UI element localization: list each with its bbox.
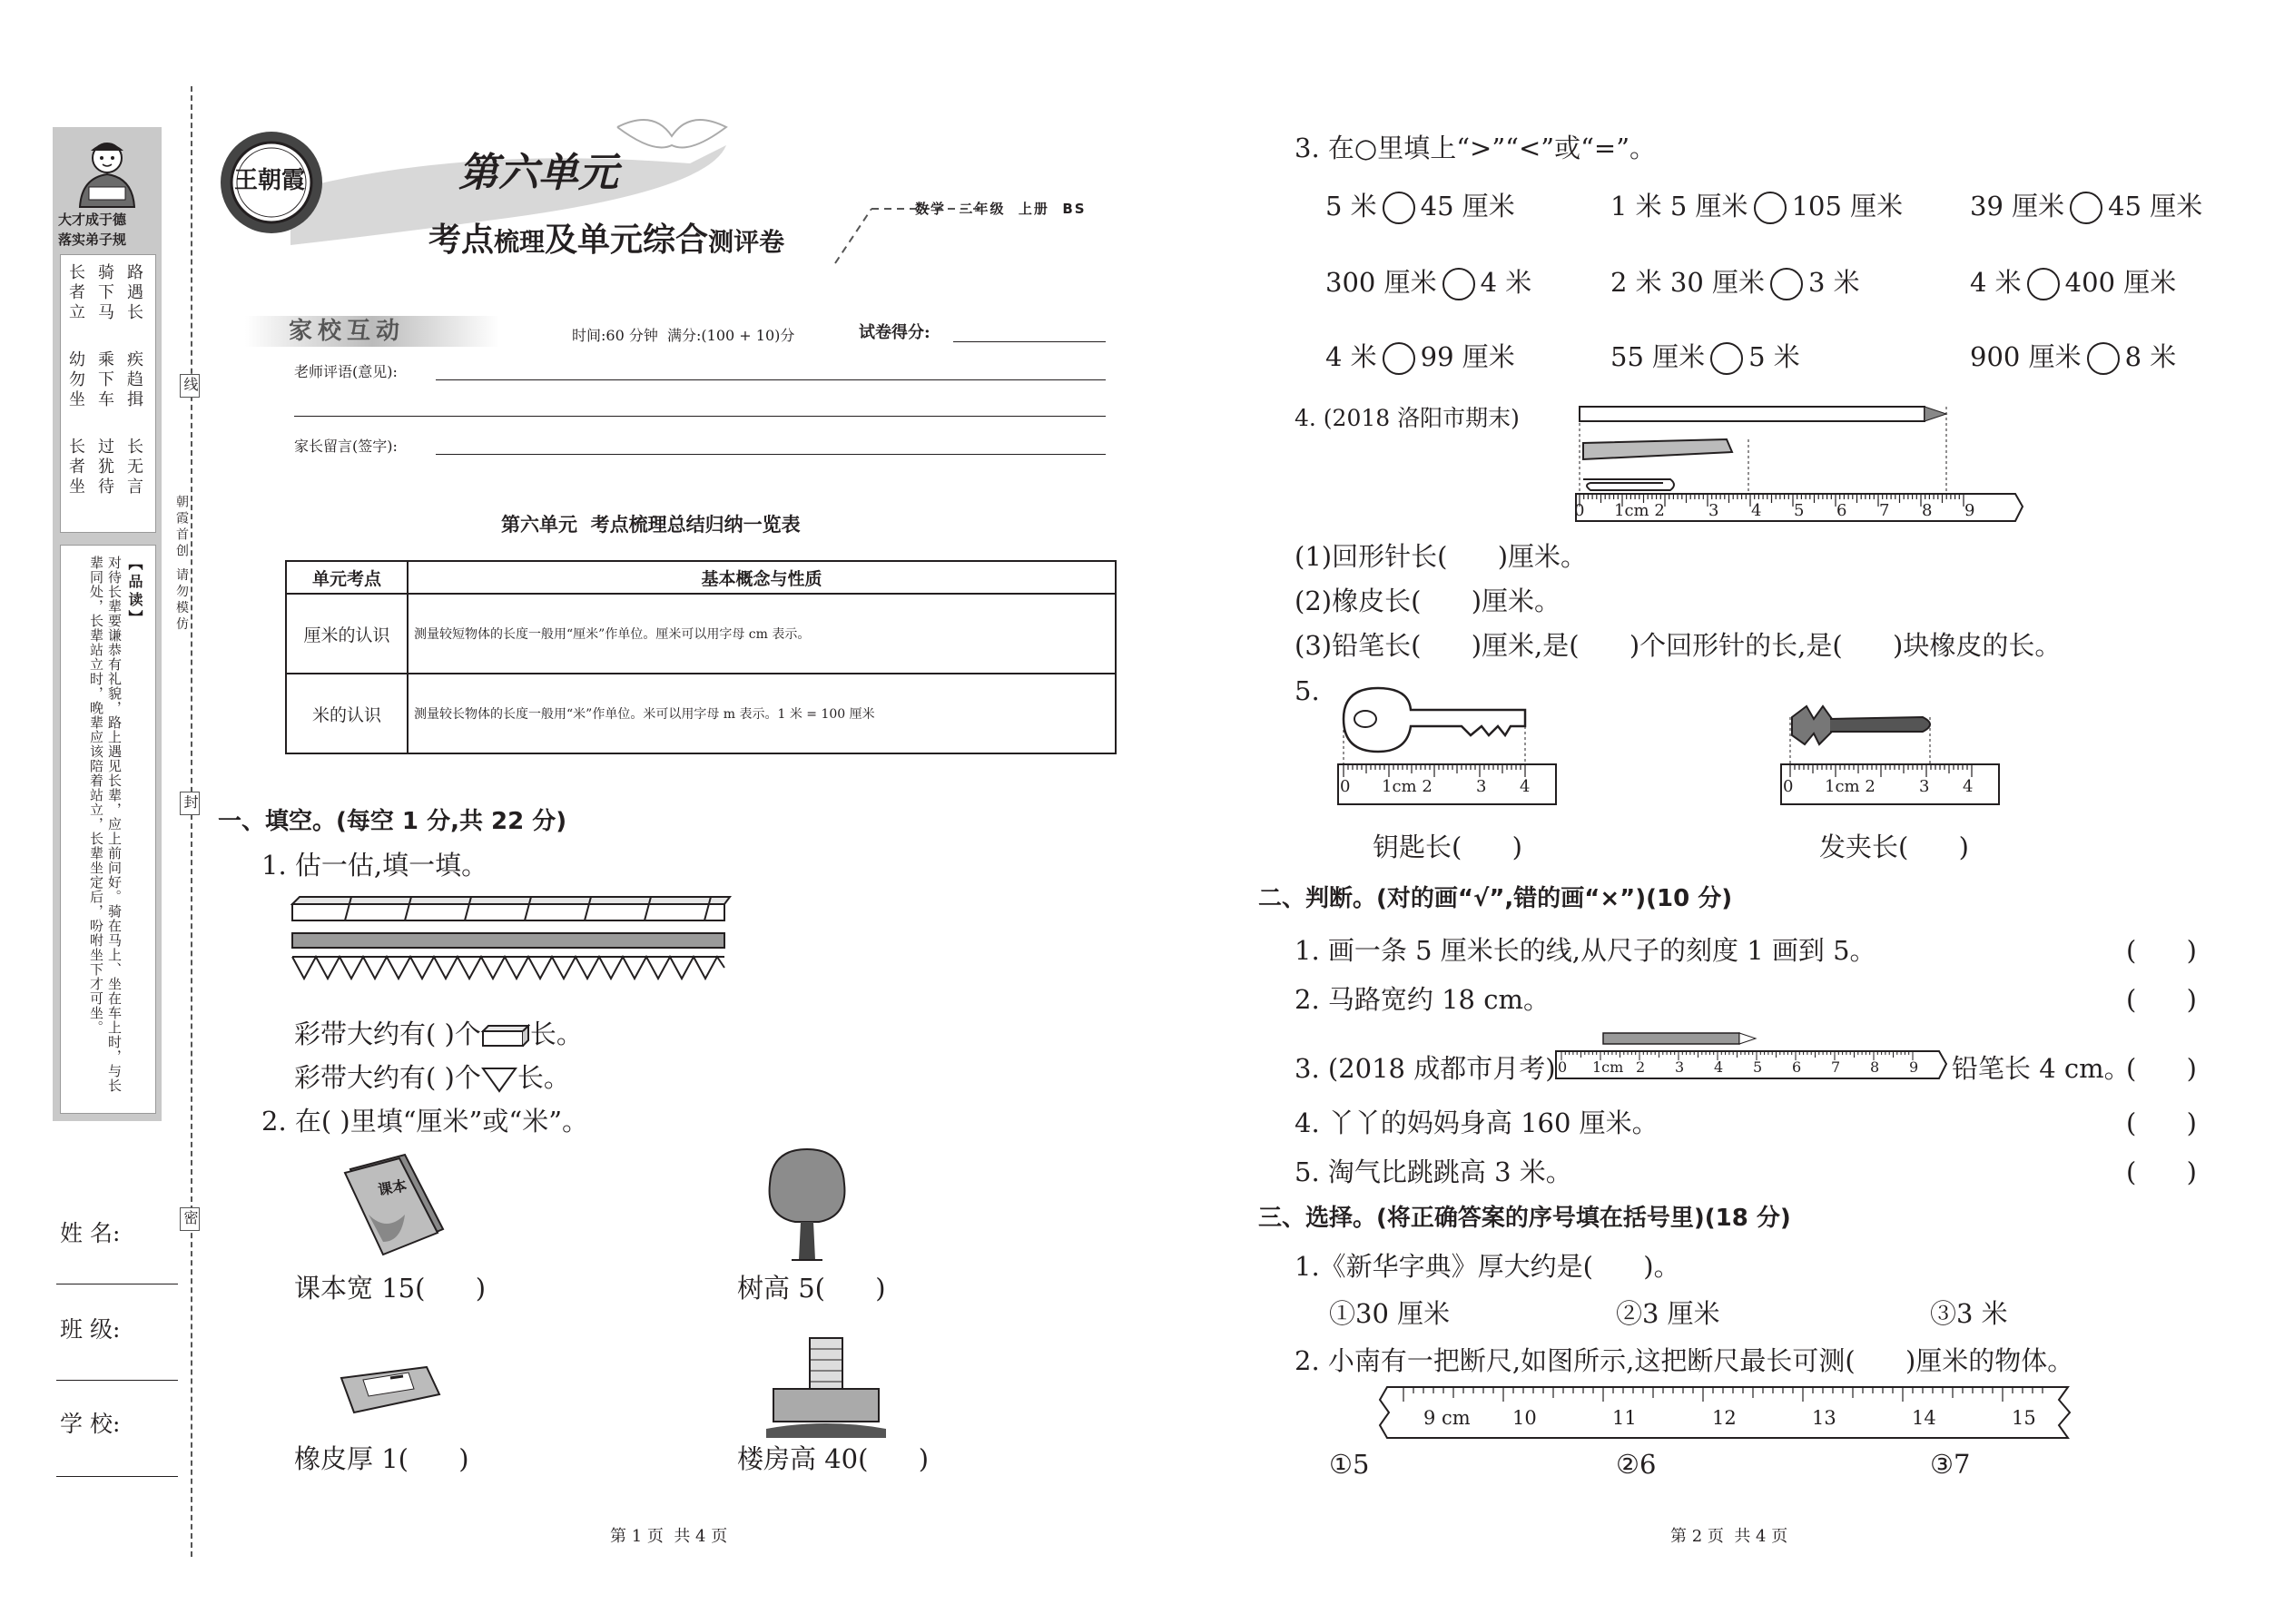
compare-item [1610, 191, 1903, 224]
subject-meta: 数学 二年级 上册 BS [915, 201, 1087, 217]
verse: 长者立 [66, 263, 85, 323]
compare-circle[interactable] [1770, 268, 1803, 300]
judge-answer-2[interactable]: ( ) [2126, 984, 2197, 1015]
table-cell-desc: 测量较长物体的长度一般用“米”作单位。米可以用字母 m 表示。1 米 = 100 厘米 [408, 674, 1116, 753]
ruler-label: 7 [1831, 1058, 1841, 1076]
teacher-comment-label: 老师评语(意见): [294, 363, 398, 380]
verse: 长无言 [124, 438, 143, 497]
tree-icon [764, 1146, 850, 1264]
butterfly-hair-clip-icon [1792, 706, 1832, 744]
ruler-label: 4 [1963, 777, 1974, 796]
q4-line-2: (2)橡皮长( )厘米。 [1295, 586, 1561, 616]
item-textbook: 课本宽 15( ) [294, 1273, 487, 1304]
ruler-label: 0 [1783, 777, 1794, 796]
judge-1: 1. 画一条 5 厘米长的线,从尺子的刻度 1 画到 5。 [1295, 935, 1876, 966]
cut-line [191, 86, 192, 1557]
item-tree: 树高 5( ) [737, 1273, 886, 1304]
fold-mark-3: 密 [180, 1207, 200, 1231]
table-header: 单元考点 [286, 561, 408, 594]
subtitle-part: 及 [545, 221, 578, 259]
broken-ruler-labels [1376, 1407, 2075, 1432]
subtitle-part: 梳理 [494, 227, 546, 257]
class-field-label: 班 级: [60, 1316, 121, 1343]
ribbon-blocks [292, 897, 730, 920]
summary-table [285, 560, 1117, 754]
fold-mark-1: 线 [180, 374, 200, 398]
judge-answer-5[interactable]: ( ) [2126, 1156, 2197, 1187]
subtitle-part: 单元综合 [577, 221, 709, 259]
ruler-label: 13 [1812, 1407, 1836, 1429]
ruler-label: 5 [1753, 1058, 1763, 1076]
choice-1-opt-c[interactable]: ③3 米 [1930, 1298, 2008, 1329]
q5-text: 5. [1295, 675, 1320, 706]
time-score: 时间:60 分钟 满分:(100 + 10)分 [572, 327, 795, 344]
q1-line1-text: 彩带大约有( )个 [294, 1019, 481, 1049]
compare-right: 105 厘米 [1791, 191, 1904, 221]
school-field-label: 学 校: [60, 1411, 121, 1437]
fold-mark-2: 封 [180, 792, 200, 815]
ruler-label: 11 [1612, 1407, 1637, 1429]
exam-subtitle [428, 214, 784, 261]
section2-title: 二、判断。(对的画“√”,错的画“×”)(10 分) [1258, 885, 1733, 912]
ruler-label: 14 [1912, 1407, 1936, 1429]
key-length-label: 钥匙长( ) [1373, 832, 1522, 862]
ruler-labels-q4 [1572, 501, 2026, 525]
ruler-label: 1cm 2 [1382, 777, 1433, 796]
compare-right: 8 米 [2124, 341, 2177, 372]
compare-item [1325, 341, 1515, 375]
q3-text: 3. 在○里填上“>”“<”或“=”。 [1295, 133, 1657, 163]
table-cell-topic: 厘米的认识 [286, 594, 408, 674]
compare-circle[interactable] [2087, 342, 2120, 375]
page-footer-right: 第 2 页 共 4 页 [1670, 1527, 1788, 1546]
scholar-figure-icon [64, 134, 151, 209]
textbook-label: 课本 [376, 1176, 409, 1199]
choice-2: 2. 小南有一把断尺,如图所示,这把断尺最长可测( )厘米的物体。 [1295, 1345, 2074, 1376]
parent-comment-label: 家长留言(签字): [294, 438, 398, 455]
compare-left: 4 米 [1325, 341, 1377, 372]
table-header-row [286, 561, 1116, 594]
ruler-label: 15 [2012, 1407, 2036, 1429]
ruler-label: 1cm [1592, 1058, 1624, 1076]
compare-right: 4 米 [1480, 267, 1532, 298]
building-icon [763, 1334, 890, 1442]
verse: 乘下车 [95, 350, 114, 410]
ruler-label: 8 [1922, 501, 1933, 520]
item-building: 楼房高 40( ) [737, 1443, 930, 1474]
compare-grid [1325, 191, 2233, 381]
summary-title: 第六单元 考点梳理总结归纳一览表 [501, 513, 801, 536]
score-label: 试卷得分: [859, 323, 930, 342]
compare-right: 45 厘米 [1420, 191, 1515, 221]
eraser-figure-icon [1583, 439, 1732, 459]
reading-text: 对待长辈要谦恭有礼貌，路上遇见长辈，应上前问好。骑在马上、坐在车上时，与长辈同处，长辈站立时，晚辈应该陪着站立，长辈坐定后，吩咐坐下才可坐。 [88, 556, 123, 1093]
q1-line2-text: 彩带大约有( )个 [294, 1062, 481, 1093]
item-eraser: 橡皮厚 1( ) [294, 1443, 469, 1474]
compare-left: 5 米 [1325, 191, 1377, 221]
textbook-icon [341, 1151, 450, 1258]
triangle-unit-icon [481, 1066, 517, 1093]
compare-circle[interactable] [1710, 342, 1743, 375]
ruler-label: 7 [1879, 501, 1890, 520]
ruler-label: 0 [1558, 1058, 1568, 1076]
ruler-label: 6 [1792, 1058, 1802, 1076]
ribbon-figure [290, 895, 732, 991]
compare-left: 900 厘米 [1970, 341, 2082, 372]
subtitle-part: 考点 [428, 221, 495, 259]
ruler-label: 9 [1964, 501, 1975, 520]
compare-right: 45 厘米 [2108, 191, 2203, 221]
ruler-label: 6 [1836, 501, 1847, 520]
table-row [286, 674, 1116, 753]
sidebar-motto-bottom: 落实弟子规 [58, 231, 127, 248]
q1-text: 1. 估一估,填一填。 [261, 850, 488, 881]
choice-1-opt-a[interactable]: ①30 厘米 [1329, 1298, 1451, 1329]
judge-answer-4[interactable]: ( ) [2126, 1107, 2197, 1138]
compare-right: 99 厘米 [1420, 341, 1515, 372]
home-school-title: 家校互动 [289, 318, 406, 345]
judge-answer-1[interactable]: ( ) [2126, 935, 2197, 966]
q4-text: 4. (2018 洛阳市期末) [1295, 405, 1520, 431]
school-field-line[interactable] [56, 1476, 178, 1477]
eraser-icon [336, 1362, 443, 1418]
verse: 长者坐 [66, 438, 85, 497]
verse: 路遇长 [124, 263, 143, 323]
compare-item [1970, 341, 2176, 375]
ruler-label: 3 [1708, 501, 1719, 520]
choice-2-opt-b[interactable]: ②6 [1616, 1449, 1657, 1480]
compare-circle[interactable] [1383, 192, 1415, 224]
q2-text: 2. 在( )里填“厘米”或“米”。 [261, 1106, 589, 1137]
paper-clip-icon [1583, 479, 1674, 490]
q1-line2 [294, 1062, 570, 1093]
copyright-note: 朝霞首创 请勿模仿 [174, 495, 189, 634]
subtitle-part: 测评卷 [708, 227, 785, 257]
ruler-label: 3 [1476, 777, 1487, 796]
compare-circle[interactable] [2070, 192, 2102, 224]
compare-circle[interactable] [1442, 268, 1475, 300]
brand-logo-text: 王朝霞 [234, 167, 306, 194]
clip-length-label: 发夹长( ) [1819, 832, 1969, 862]
q4-line-3: (3)铅笔长( )厘米,是( )个回形针的长,是( )块橡皮的长。 [1295, 630, 2062, 661]
table-header: 基本概念与性质 [408, 561, 1116, 594]
compare-item [1325, 191, 1515, 224]
choice-2-opt-a[interactable]: ①5 [1329, 1449, 1370, 1480]
compare-item [1970, 191, 2202, 224]
compare-left: 2 米 30 厘米 [1610, 267, 1766, 298]
ruler-label: 1cm 2 [1614, 501, 1665, 520]
ruler-label: 3 [1919, 777, 1930, 796]
q4-line-1: (1)回形针长( )厘米。 [1295, 541, 1588, 572]
unit-title: 第六单元 [458, 150, 618, 196]
ruler-label: 9 [1909, 1058, 1919, 1076]
section3-title: 三、选择。(将正确答案的序号填在括号里)(18 分) [1258, 1205, 1791, 1232]
pencil-icon [1580, 407, 1925, 421]
clip-ruler-labels [1777, 777, 2004, 801]
judge-2: 2. 马路宽约 18 cm。 [1295, 984, 1550, 1015]
block-unit-icon [481, 1024, 530, 1048]
ruler-label: 0 [1574, 501, 1585, 520]
q1-line1 [294, 1019, 583, 1049]
judge-3: 3. (2018 成都市月考) [1295, 1053, 1556, 1084]
parent-comment-input[interactable] [436, 454, 1106, 455]
judge-answer-3[interactable]: ( ) [2126, 1053, 2197, 1084]
ruler-label: 4 [1520, 777, 1531, 796]
table-cell-topic: 米的认识 [286, 674, 408, 753]
ruler-label: 8 [1870, 1058, 1880, 1076]
ruler-label: 0 [1340, 777, 1351, 796]
judge-4: 4. 丫丫的妈妈身高 160 厘米。 [1295, 1107, 1659, 1138]
ruler-label: 9 cm [1423, 1407, 1471, 1429]
table-row [286, 594, 1116, 674]
class-field-line[interactable] [56, 1380, 178, 1381]
compare-left: 4 米 [1970, 267, 2022, 298]
reading-label: 【品读】 [126, 556, 143, 628]
ruler-label: 4 [1751, 501, 1762, 520]
compare-left: 55 厘米 [1610, 341, 1706, 372]
compare-item [1610, 267, 1860, 300]
name-field-label: 姓 名: [60, 1220, 121, 1246]
score-input[interactable] [953, 341, 1106, 342]
ruler-label: 3 [1675, 1058, 1685, 1076]
ruler-label: 5 [1794, 501, 1805, 520]
section1-title: 一、填空。(每空 1 分,共 22 分) [218, 808, 567, 835]
compare-circle[interactable] [1754, 192, 1787, 224]
ruler-label: 2 [1636, 1058, 1646, 1076]
compare-left: 1 米 5 厘米 [1610, 191, 1748, 221]
sidebar-verses [65, 263, 151, 527]
verse: 骑下马 [95, 263, 114, 323]
sidebar-motto-top: 大才成于德 [58, 212, 127, 228]
compare-item [1970, 267, 2176, 300]
compare-item [1610, 341, 1800, 375]
q1-line1-tail: 长。 [529, 1019, 583, 1049]
compare-circle[interactable] [2027, 268, 2060, 300]
compare-left: 39 厘米 [1970, 191, 2065, 221]
compare-right: 3 米 [1808, 267, 1860, 298]
compare-right: 5 米 [1748, 341, 1800, 372]
compare-right: 400 厘米 [2064, 267, 2177, 298]
teacher-comment-input[interactable] [436, 379, 1106, 380]
verse: 过犹待 [95, 438, 114, 497]
ruler-label: 12 [1712, 1407, 1737, 1429]
verse: 疾趋揖 [124, 350, 143, 410]
choice-1-opt-b[interactable]: ②3 厘米 [1616, 1298, 1720, 1329]
key-ruler-labels [1334, 777, 1561, 801]
ruler-label: 10 [1512, 1407, 1537, 1429]
compare-left: 300 厘米 [1325, 267, 1437, 298]
choice-2-opt-c[interactable]: ③7 [1930, 1449, 1971, 1480]
q1-line2-tail: 长。 [517, 1062, 570, 1093]
table-cell-desc: 测量较短物体的长度一般用“厘米”作单位。厘米可以用字母 cm 表示。 [408, 594, 1116, 674]
ruler-label: 1cm 2 [1825, 777, 1876, 796]
compare-item [1325, 267, 1531, 300]
small-ruler-labels [1554, 1058, 1950, 1078]
ruler-label: 4 [1714, 1058, 1724, 1076]
judge-5: 5. 淘气比跳跳高 3 米。 [1295, 1156, 1572, 1187]
choice-1: 1.《新华字典》厚大约是( )。 [1295, 1251, 1680, 1282]
verse: 幼勿坐 [66, 350, 85, 410]
compare-circle[interactable] [1383, 342, 1415, 375]
teacher-comment-line2[interactable] [294, 416, 1106, 417]
judge-3-tail: 铅笔长 4 cm。 [1952, 1053, 2131, 1084]
page-footer-left: 第 1 页 共 4 页 [610, 1527, 728, 1546]
